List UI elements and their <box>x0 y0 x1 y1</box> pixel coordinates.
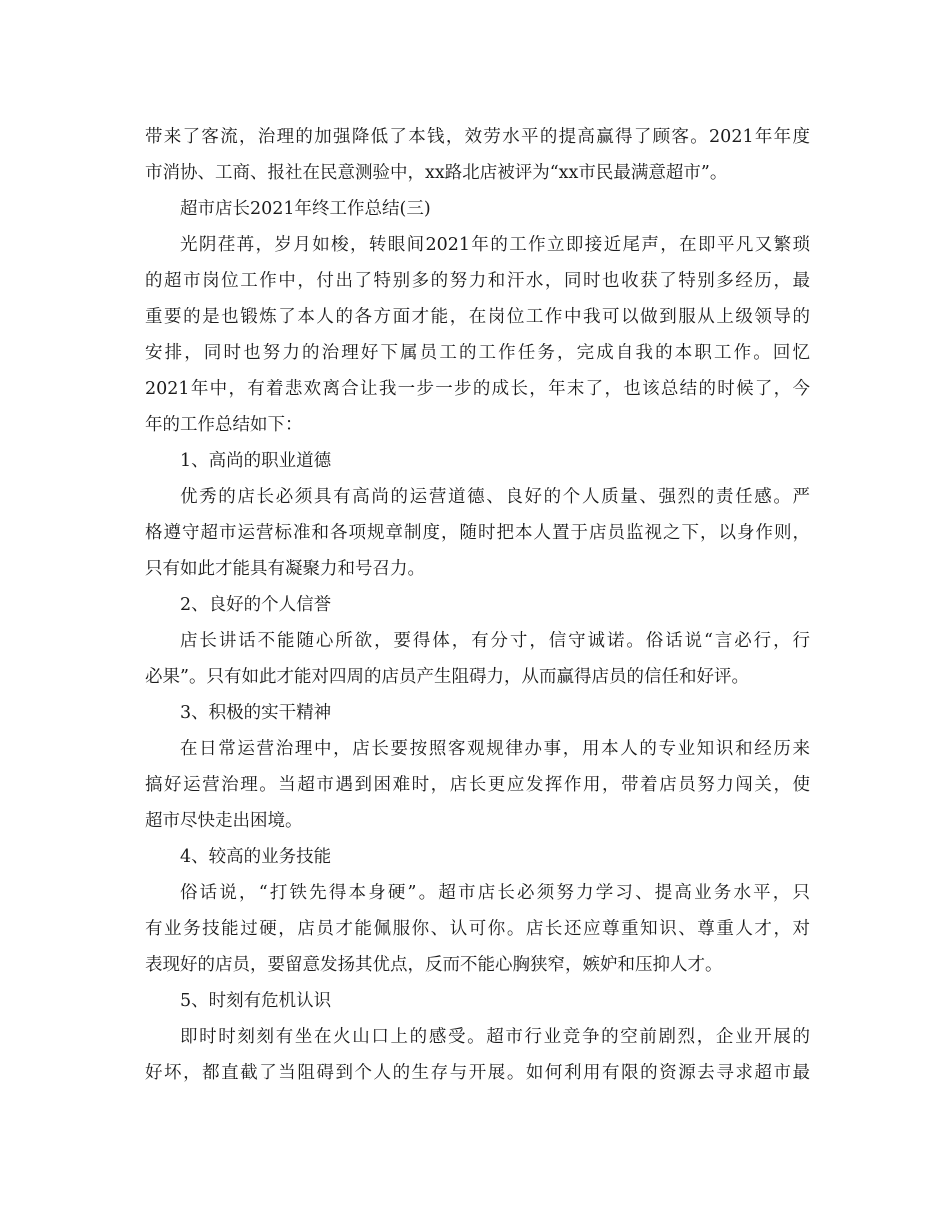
text-line: 必果”。只有如此才能对四周的店员产生阻碍力，从而赢得店员的信任和好评。 <box>145 667 749 687</box>
text-line: 搞好运营治理。当超市遇到困难时，店长更应发挥作用，带着店员努力闯关，使 <box>145 775 810 795</box>
text-line: 表现好的店员，要留意发扬其优点，反而不能心胸狭窄，嫉妒和压抑人才。 <box>145 955 723 975</box>
text-line: 1、高尚的职业道德 <box>180 451 332 471</box>
text-line: 安排，同时也努力的治理好下属员工的工作任务，完成自我的本职工作。回忆 <box>145 343 810 363</box>
text-line: 年的工作总结如下： <box>145 415 303 435</box>
text-line: 市消协、工商、报社在民意测验中，xx路北店被评为“xx市民最满意超市”。 <box>145 163 728 183</box>
text-line: 有业务技能过硬，店员才能佩服你、认可你。店长还应尊重知识、尊重人才，对 <box>145 919 810 939</box>
text-line: 2021年中，有着悲欢离合让我一步一步的成长，年末了，也该总结的时候了，今 <box>145 379 810 399</box>
text-line: 光阴荏苒，岁月如梭，转眼间2021年的工作立即接近尾声，在即平凡又繁琐 <box>180 235 810 255</box>
text-line: 3、积极的实干精神 <box>180 703 332 723</box>
text-line: 超市尽快走出困境。 <box>145 811 303 831</box>
text-line: 带来了客流，治理的加强降低了本钱，效劳水平的提高赢得了顾客。2021年年度 <box>145 127 810 147</box>
text-line: 的超市岗位工作中，付出了特别多的努力和汗水，同时也收获了特别多经历，最 <box>145 271 810 291</box>
text-line: 俗话说，“打铁先得本身硬”。超市店长必须努力学习、提高业务水平，只 <box>180 883 810 903</box>
text-line: 只有如此才能具有凝聚力和号召力。 <box>145 559 425 579</box>
document-body <box>145 119 810 1091</box>
text-line: 超市店长2021年终工作总结(三) <box>180 199 431 219</box>
text-line: 店长讲话不能随心所欲，要得体，有分寸，信守诚诺。俗话说“言必行，行 <box>180 631 810 651</box>
text-line: 2、良好的个人信誉 <box>180 595 332 615</box>
text-line: 好坏，都直截了当阻碍到个人的生存与开展。如何利用有限的资源去寻求超市最 <box>145 1063 810 1083</box>
text-line: 优秀的店长必须具有高尚的运营道德、良好的个人质量、强烈的责任感。严 <box>180 487 810 507</box>
text-line: 4、较高的业务技能 <box>180 847 332 867</box>
text-line: 5、时刻有危机认识 <box>180 991 332 1011</box>
text-line: 即时时刻刻有坐在火山口上的感受。超市行业竞争的空前剧烈，企业开展的 <box>180 1027 810 1047</box>
text-line: 重要的是也锻炼了本人的各方面才能，在岗位工作中我可以做到服从上级领导的 <box>145 307 810 327</box>
text-line: 在日常运营治理中，店长要按照客观规律办事，用本人的专业知识和经历来 <box>180 739 810 759</box>
text-line: 格遵守超市运营标准和各项规章制度，随时把本人置于店员监视之下，以身作则， <box>145 523 810 543</box>
